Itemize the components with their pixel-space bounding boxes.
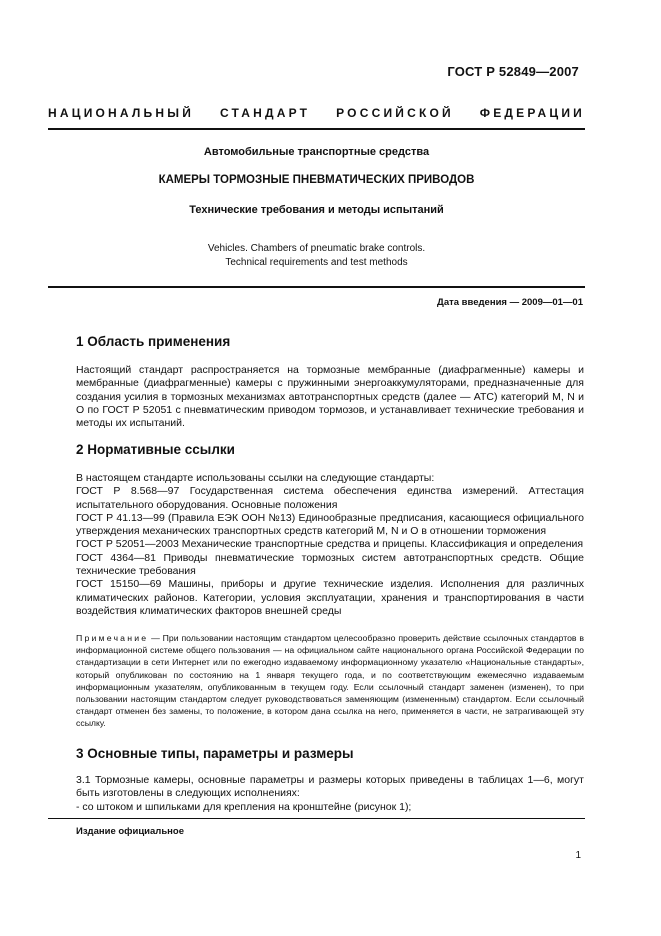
note-text: — При пользовании настоящим стандартом целесообразно проверить действие ссылочных стандартов в информационной системе общего пользования — на официальном сайте национального органа Российской Федерации по стандартизации в сети Интернет или по ежегодно издаваемому информационному указателю «Национальные стандарты», который опубликован по состоянию на 1 января текущего года, и по соответствующим ежемесячно издаваемым информационным указателям, опубликованным в текущем году. Если ссылочный стандарт заменен (изменен), то при пользовании настоящим стандартом следует руководствоваться заменяющим (измененным) стандартом. Если ссылочный стандарт отменен без замены, то положение, в котором дана ссылка на него, применяется в части, не затрагивающей эту ссылку. — [76, 633, 584, 729]
section2-heading: 2 Нормативные ссылки — [76, 442, 235, 457]
introduction-date: Дата введения — 2009—01—01 — [437, 297, 583, 308]
section2-references — [76, 472, 584, 618]
document-number: ГОСТ Р 52849—2007 — [447, 64, 579, 79]
section2-intro: В настоящем стандарте использованы ссылки на следующие стандарты: — [76, 472, 435, 484]
title-bottom-rule — [48, 286, 585, 288]
reference-item: ГОСТ Р 41.13—99 (Правила ЕЭК ООН №13) Единообразные предписания, касающиеся официального утверждения механических транспортных средств категорий M, N и O в отношении торможения — [76, 511, 584, 538]
section3-list-item: - со штоком и шпильками для крепления на кронштейне (рисунок 1); — [76, 800, 412, 813]
section3-heading: 3 Основные типы, параметры и размеры — [76, 746, 354, 761]
national-standard-title: НАЦИОНАЛЬНЫЙ СТАНДАРТ РОССИЙСКОЙ ФЕДЕРАЦИИ — [48, 106, 585, 120]
top-rule — [48, 128, 585, 130]
english-title-line1: Vehicles. Chambers of pneumatic brake controls. — [207, 243, 426, 254]
subtitle: Технические требования и методы испытаний — [189, 204, 444, 216]
section1-paragraph: Настоящий стандарт распространяется на тормозные мембранные (диафрагменные) камеры и мембранные (диафрагменные) камеры с пружинными энергоаккумуляторами, предназначенные для создания усилия в тормозных механизмах автотранспортных средств (далее — АТС) категорий M, N и O по ГОСТ Р 52051 с пневматическим приводом тормозов, и устанавливает технические требования и методы их испытаний. — [76, 364, 584, 430]
official-edition: Издание официальное — [76, 826, 184, 837]
footer-rule — [48, 818, 585, 819]
reference-item: ГОСТ 15150—69 Машины, приборы и другие технические изделия. Исполнения для различных климатических районов. Категории, условия эксплуатации, хранения и транспортирования в части воздействия климатических факторов внешней среды — [76, 578, 584, 617]
section3-text — [76, 774, 584, 814]
section3-paragraph: 3.1 Тормозные камеры, основные параметры и размеры которых приведены в таблицах 1—6, могут быть изготовлены в следующих исполнениях: — [76, 774, 584, 800]
category-title: Автомобильные транспортные средства — [203, 146, 430, 158]
note-label: Примечание — [76, 633, 149, 643]
note-block — [76, 632, 584, 730]
section1-text — [76, 364, 584, 430]
main-title: КАМЕРЫ ТОРМОЗНЫЕ ПНЕВМАТИЧЕСКИХ ПРИВОДОВ — [158, 174, 475, 186]
reference-item: ГОСТ Р 52051—2003 Механические транспортные средства и прицепы. Классификация и определения — [76, 538, 584, 551]
reference-item: ГОСТ Р 8.568—97 Государственная система обеспечения единства измерений. Аттестация испытательного оборудования. Основные положения — [76, 485, 584, 511]
english-title — [48, 242, 585, 270]
section1-heading: 1 Область применения — [76, 334, 231, 349]
english-title-line2: Technical requirements and test methods — [225, 257, 408, 268]
reference-item: ГОСТ 4364—81 Приводы пневматические тормозных систем автотранспортных средств. Общие технические требования — [76, 551, 584, 578]
page-number: 1 — [575, 850, 581, 861]
